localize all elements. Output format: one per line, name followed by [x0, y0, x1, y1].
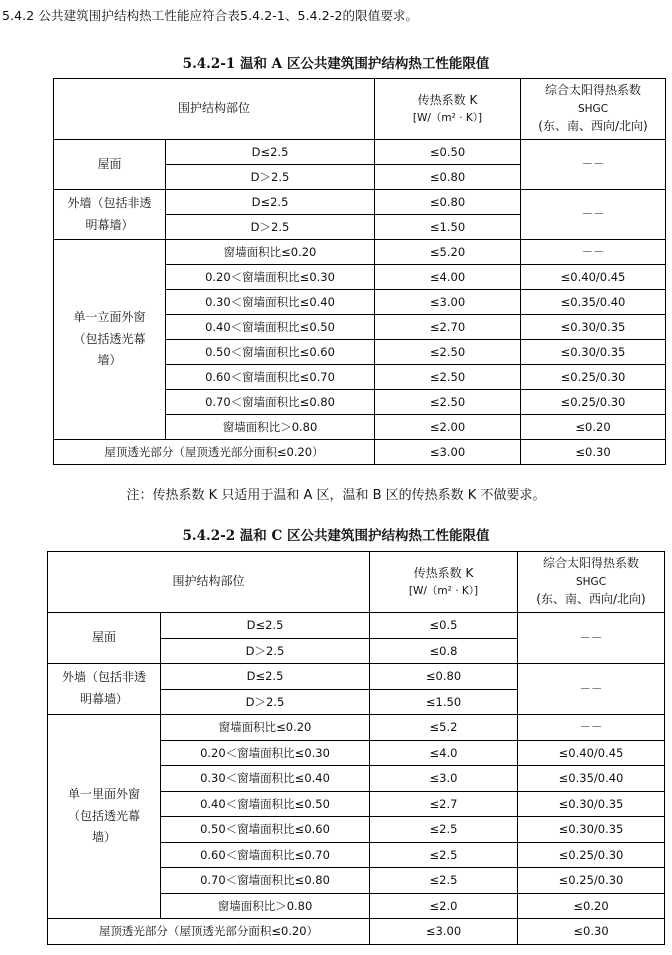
header-shgc: 综合太阳得热系数 SHGC (东、南、西向/北向)	[521, 79, 666, 140]
shgc-cell: ≤0.35/0.40	[521, 290, 666, 315]
k-cell: ≤1.50	[370, 689, 518, 715]
shgc-cell: ≤0.25/0.30	[521, 365, 666, 390]
cond-cell: D＞2.5	[166, 165, 375, 190]
cond-cell: D≤2.5	[166, 140, 375, 165]
shgc-cell: －－	[521, 190, 666, 240]
cond-cell: D≤2.5	[166, 190, 375, 215]
k-cell: ≤0.80	[375, 165, 521, 190]
k-cell: ≤4.00	[375, 265, 521, 290]
shgc-cell: ≤0.30/0.35	[518, 791, 665, 817]
row-label-skylight: 屋顶透光部分（屋顶透光部分面积≤0.20）	[54, 440, 375, 465]
shgc-cell: ≤0.40/0.45	[518, 740, 665, 766]
cond-cell: D＞2.5	[161, 689, 370, 715]
k-cell: ≤2.5	[370, 868, 518, 894]
k-cell: ≤3.0	[370, 766, 518, 792]
shgc-cell: ≤0.20	[518, 893, 665, 919]
k-cell: ≤2.7	[370, 791, 518, 817]
k-cell: ≤2.5	[370, 842, 518, 868]
shgc-cell: ≤0.30	[521, 440, 666, 465]
shgc-cell: ≤0.25/0.30	[518, 842, 665, 868]
shgc-cell: －－	[518, 715, 665, 741]
shgc-cell: ≤0.35/0.40	[518, 766, 665, 792]
cond-cell: 0.50＜窗墙面积比≤0.60	[161, 817, 370, 843]
row-label-roof: 屋面	[54, 140, 166, 190]
k-cell: ≤4.0	[370, 740, 518, 766]
row-label-window: 单一立面外窗 （包括透光幕 墙）	[54, 240, 166, 440]
row-label-window: 单一里面外窗 （包括透光幕 墙）	[48, 715, 161, 919]
header-part: 围护结构部位	[54, 79, 375, 140]
table1-caption: 5.4.2-1 温和 A 区公共建筑围护结构热工性能限值	[182, 56, 490, 72]
row-label-wall: 外墙（包括非透 明幕墙）	[54, 190, 166, 240]
cond-cell: 0.60＜窗墙面积比≤0.70	[161, 842, 370, 868]
table-temperate-c	[47, 551, 665, 945]
cond-cell: D＞2.5	[161, 638, 370, 664]
row-label-wall: 外墙（包括非透 明幕墙）	[48, 664, 161, 715]
section-intro: 5.4.2 公共建筑围护结构热工性能应符合表5.4.2-1、5.4.2-2的限值要求。	[2, 8, 419, 23]
k-cell: ≤2.00	[375, 415, 521, 440]
table-row	[54, 190, 666, 215]
cond-cell: 窗墙面积比≤0.20	[161, 715, 370, 741]
table-row	[48, 919, 665, 945]
k-cell: ≤2.70	[375, 315, 521, 340]
row-label-skylight: 屋顶透光部分（屋顶透光部分面积≤0.20）	[48, 919, 370, 945]
table1-note: 注：传热系数 K 只适用于温和 A 区，温和 B 区的传热系数 K 不做要求。	[126, 488, 546, 503]
table2-caption: 5.4.2-2 温和 C 区公共建筑围护结构热工性能限值	[182, 528, 490, 544]
header-k: 传热系数 K [W/（m² · K）]	[370, 552, 518, 613]
shgc-cell: ≤0.30/0.35	[521, 315, 666, 340]
k-cell: ≤1.50	[375, 215, 521, 240]
shgc-cell: －－	[521, 140, 666, 190]
cond-cell: 0.60＜窗墙面积比≤0.70	[166, 365, 375, 390]
shgc-cell: －－	[518, 613, 665, 664]
table-row	[54, 240, 666, 265]
cond-cell: 0.70＜窗墙面积比≤0.80	[166, 390, 375, 415]
table-row	[48, 613, 665, 639]
cond-cell: 0.20＜窗墙面积比≤0.30	[161, 740, 370, 766]
k-cell: ≤3.00	[375, 440, 521, 465]
cond-cell: 窗墙面积比＞0.80	[161, 893, 370, 919]
shgc-cell: ≤0.25/0.30	[521, 390, 666, 415]
cond-cell: 窗墙面积比＞0.80	[166, 415, 375, 440]
cond-cell: D≤2.5	[161, 664, 370, 690]
shgc-cell: ≤0.30/0.35	[521, 340, 666, 365]
shgc-cell: －－	[521, 240, 666, 265]
table-row	[54, 140, 666, 165]
cond-cell: 0.40＜窗墙面积比≤0.50	[166, 315, 375, 340]
k-cell: ≤0.80	[375, 190, 521, 215]
row-label-roof: 屋面	[48, 613, 161, 664]
k-cell: ≤0.50	[375, 140, 521, 165]
cond-cell: 0.20＜窗墙面积比≤0.30	[166, 265, 375, 290]
table-row	[48, 664, 665, 690]
header-shgc: 综合太阳得热系数 SHGC (东、南、西向/北向)	[518, 552, 665, 613]
k-cell: ≤2.5	[370, 817, 518, 843]
k-cell: ≤0.8	[370, 638, 518, 664]
k-cell: ≤3.00	[375, 290, 521, 315]
k-cell: ≤5.2	[370, 715, 518, 741]
k-cell: ≤2.50	[375, 365, 521, 390]
cond-cell: 0.50＜窗墙面积比≤0.60	[166, 340, 375, 365]
shgc-cell: ≤0.40/0.45	[521, 265, 666, 290]
cond-cell: 0.30＜窗墙面积比≤0.40	[161, 766, 370, 792]
shgc-cell: ≤0.30/0.35	[518, 817, 665, 843]
cond-cell: 0.30＜窗墙面积比≤0.40	[166, 290, 375, 315]
shgc-cell: ≤0.25/0.30	[518, 868, 665, 894]
shgc-cell: －－	[518, 664, 665, 715]
table-row	[48, 715, 665, 741]
table-row	[54, 440, 666, 465]
table-header-row	[54, 79, 666, 140]
k-cell: ≤2.0	[370, 893, 518, 919]
k-cell: ≤0.5	[370, 613, 518, 639]
shgc-cell: ≤0.20	[521, 415, 666, 440]
cond-cell: 0.70＜窗墙面积比≤0.80	[161, 868, 370, 894]
k-cell: ≤5.20	[375, 240, 521, 265]
cond-cell: 窗墙面积比≤0.20	[166, 240, 375, 265]
header-part: 围护结构部位	[48, 552, 370, 613]
header-k: 传热系数 K [W/（m² · K）]	[375, 79, 521, 140]
k-cell: ≤2.50	[375, 340, 521, 365]
cond-cell: D＞2.5	[166, 215, 375, 240]
k-cell: ≤0.80	[370, 664, 518, 690]
shgc-cell: ≤0.30	[518, 919, 665, 945]
cond-cell: 0.40＜窗墙面积比≤0.50	[161, 791, 370, 817]
k-cell: ≤2.50	[375, 390, 521, 415]
cond-cell: D≤2.5	[161, 613, 370, 639]
table-temperate-a	[53, 78, 666, 465]
k-cell: ≤3.00	[370, 919, 518, 945]
table-header-row	[48, 552, 665, 613]
